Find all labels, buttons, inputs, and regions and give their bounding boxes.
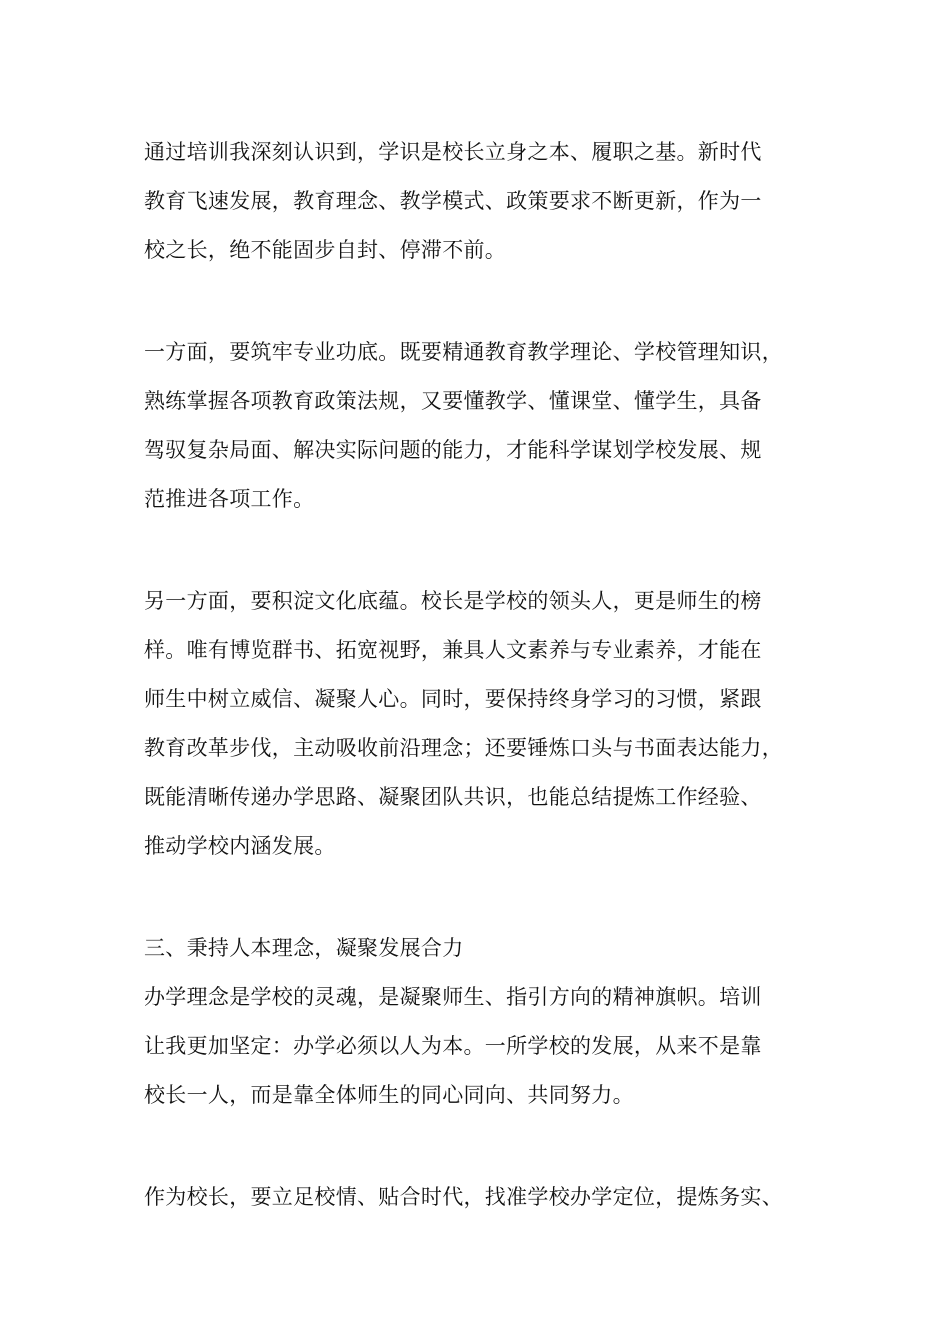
paragraph-3-line-1: 另一方面，要积淀文化底蕴。校长是学校的领头人，更是师生的榜 bbox=[144, 589, 762, 613]
paragraph-3-line-3: 师生中树立威信、凝聚人心。同时，要保持终身学习的习惯，紧跟 bbox=[144, 687, 762, 711]
paragraph-2-line-3: 驾驭复杂局面、解决实际问题的能力，才能科学谋划学校发展、规 bbox=[144, 438, 762, 462]
paragraph-2-line-1: 一方面，要筑牢专业功底。既要精通教育教学理论、学校管理知识， bbox=[144, 340, 783, 364]
paragraph-4-line-2: 让我更加坚定：办学必须以人为本。一所学校的发展，从来不是靠 bbox=[144, 1034, 762, 1058]
paragraph-2-line-4: 范推进各项工作。 bbox=[144, 487, 315, 511]
paragraph-2-line-2: 熟练掌握各项教育政策法规，又要懂教学、懂课堂、懂学生，具备 bbox=[144, 389, 762, 413]
paragraph-1-line-2: 教育飞速发展，教育理念、教学模式、政策要求不断更新，作为一 bbox=[144, 189, 762, 213]
section-heading: 三、秉持人本理念，凝聚发展合力 bbox=[144, 936, 464, 960]
paragraph-1-line-3: 校之长，绝不能固步自封、停滞不前。 bbox=[144, 238, 507, 262]
paragraph-3-line-5: 既能清晰传递办学思路、凝聚团队共识，也能总结提炼工作经验、 bbox=[144, 785, 762, 809]
paragraph-1-line-1: 通过培训我深刻认识到，学识是校长立身之本、履职之基。新时代 bbox=[144, 140, 762, 164]
paragraph-3-line-4: 教育改革步伐，主动吸收前沿理念；还要锤炼口头与书面表达能力， bbox=[144, 736, 783, 760]
paragraph-3-line-2: 样。唯有博览群书、拓宽视野，兼具人文素养与专业素养，才能在 bbox=[144, 638, 762, 662]
paragraph-3-line-6: 推动学校内涵发展。 bbox=[144, 834, 336, 858]
paragraph-5-line-1: 作为校长，要立足校情、贴合时代，找准学校办学定位，提炼务实、 bbox=[144, 1185, 783, 1209]
paragraph-4-line-1: 办学理念是学校的灵魂，是凝聚师生、指引方向的精神旗帜。培训 bbox=[144, 985, 762, 1009]
paragraph-4-line-3: 校长一人，而是靠全体师生的同心同向、共同努力。 bbox=[144, 1083, 634, 1107]
